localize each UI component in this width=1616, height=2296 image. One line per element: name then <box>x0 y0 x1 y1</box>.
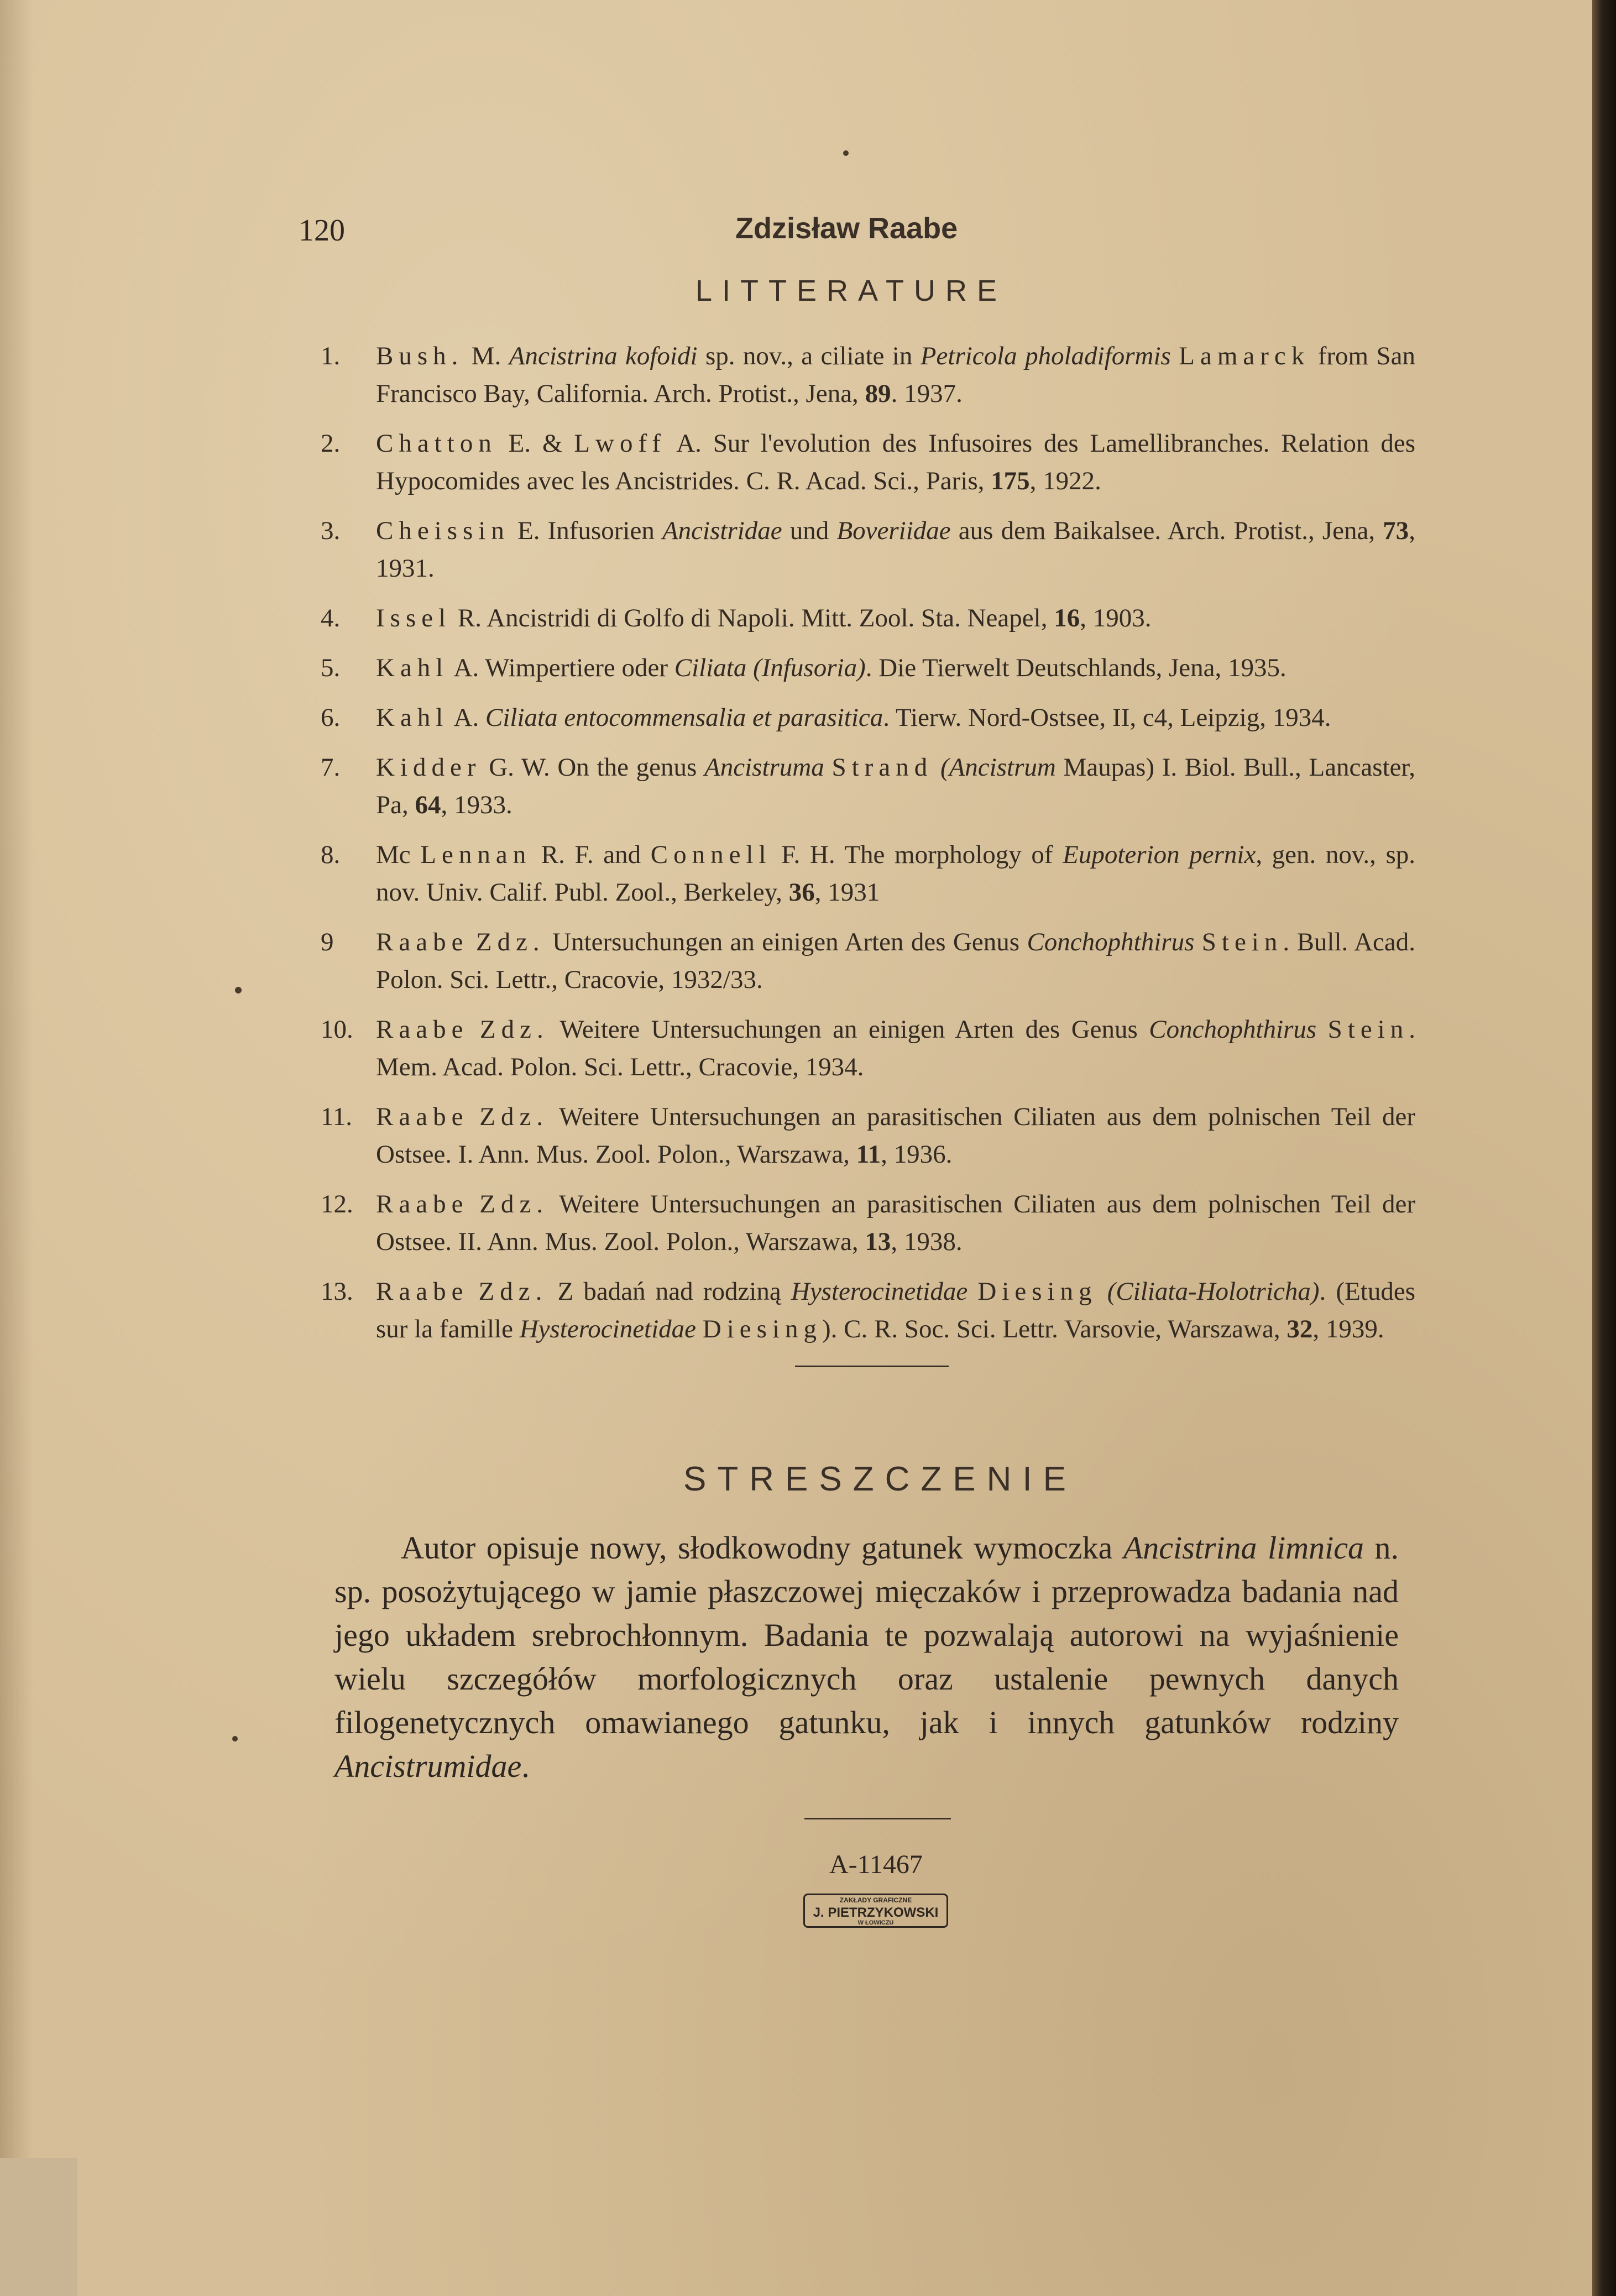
volume-number: 64 <box>415 791 441 819</box>
text-run: . Bull. Acad. Polon. Sci. Lettr., Cracovie, 1932/33. <box>376 928 1416 994</box>
text-run: Untersuchungen an einigen Arten des Genus <box>545 928 1027 956</box>
spaced-name: Bush. <box>376 342 464 370</box>
reference-item <box>321 749 1415 824</box>
text-run: Z badań nad rodziną <box>547 1277 791 1306</box>
spaced-name: Raabe <box>376 1102 469 1131</box>
text-run: A. Wimpertiere oder <box>448 653 674 682</box>
text-run: Weitere Untersuchungen an parasitischen Ciliaten aus dem polnischen Teil der Ostsee. I. Ann. Mus. Zool. Polon., Warszawa, <box>376 1102 1416 1169</box>
text-run <box>1316 1015 1327 1044</box>
text-run: , 1933. <box>441 791 512 819</box>
summary-paragraph <box>334 1526 1399 1788</box>
spaced-name: Lamarck <box>1179 342 1310 370</box>
text-run: , 1931. <box>376 516 1416 583</box>
reference-number: 13. <box>321 1277 353 1306</box>
volume-number: 11 <box>856 1140 881 1169</box>
spaced-name: Zdz. <box>479 1190 549 1218</box>
text-run: M. <box>463 342 509 370</box>
reference-number: 5. <box>321 653 341 682</box>
italic-text: Petricola pholadiformis <box>920 342 1171 370</box>
spaced-name: Raabe <box>376 1015 469 1044</box>
text-run: F. H. The morphology of <box>771 840 1063 869</box>
spaced-name: Kidder <box>376 753 482 782</box>
reference-item <box>321 337 1415 412</box>
spaced-name: Kahl <box>376 653 449 682</box>
stamp-line-3: W ŁOWICZU <box>857 1920 894 1926</box>
reference-number: 4. <box>321 604 341 632</box>
text-run <box>967 1277 977 1306</box>
summary-heading: STRESZCZENIE <box>683 1460 1077 1498</box>
literature-heading: LITTERATURE <box>695 274 1007 307</box>
italic-text: (Ancistrum <box>940 753 1056 782</box>
italic-text: Hysterocinetidae <box>791 1277 968 1306</box>
volume-number: 16 <box>1054 604 1080 632</box>
italic-text: (Ciliata-Holotricha) <box>1107 1277 1320 1306</box>
spaced-name: Diesing <box>977 1277 1097 1306</box>
spaced-name: Kahl <box>376 703 449 732</box>
text-run: R. Ancistridi di Golfo di Napoli. Mitt. Zool. Sta. Neapel, <box>451 604 1054 632</box>
spaced-name: Connell <box>650 840 772 869</box>
spaced-name: Strand <box>831 753 933 782</box>
text-run: und <box>782 516 837 545</box>
text-run <box>468 1190 479 1218</box>
reference-item <box>321 1185 1415 1261</box>
reference-number: 11. <box>321 1102 353 1131</box>
text-run: Autor opisuje nowy, słodkowodny gatunek wymoczka <box>401 1530 1123 1566</box>
footer-divider <box>804 1818 951 1819</box>
text-run <box>933 753 940 782</box>
spaced-name: Zdz. <box>475 928 545 956</box>
reference-number: 1. <box>321 342 341 370</box>
text-run: sp. nov., a ciliate in <box>697 342 921 370</box>
text-run: G. W. On the genus <box>481 753 705 782</box>
text-run: . Tierw. Nord-Ostsee, II, c4, Leipzig, 1934. <box>883 703 1331 732</box>
reference-number: 9 <box>321 928 334 956</box>
reference-item <box>321 425 1415 500</box>
italic-text: Ciliata (Infusoria) <box>674 653 866 682</box>
speck <box>843 150 849 156</box>
reference-number: 12. <box>321 1190 353 1218</box>
spaced-name: Zdz. <box>479 1015 549 1044</box>
text-run: , 1938. <box>891 1227 963 1256</box>
text-run <box>696 1315 703 1343</box>
text-run: from San Francisco Bay, California. Arch. Protist., Jena, <box>376 342 1415 408</box>
italic-text: Ancistrumidae <box>334 1748 522 1784</box>
reference-item <box>321 1098 1415 1173</box>
reference-number: 8. <box>321 840 341 869</box>
text-run: . Die Tierwelt Deutschlands, Jena, 1935. <box>865 653 1286 682</box>
text-run: E. & <box>496 429 574 458</box>
italic-text: Ancistrina limnica <box>1123 1530 1364 1566</box>
italic-text: Conchophthirus <box>1149 1015 1317 1044</box>
text-run <box>1097 1277 1107 1306</box>
text-run: ). C. R. Soc. Sci. Lettr. Varsovie, Warszawa, <box>822 1315 1287 1343</box>
text-run: , 1903. <box>1080 604 1152 632</box>
reference-item <box>321 1011 1415 1086</box>
text-run <box>468 928 475 956</box>
volume-number: 73 <box>1383 516 1409 545</box>
text-run: , gen. nov., sp. nov. Univ. Calif. Publ. Zool., Berkeley, <box>376 840 1415 907</box>
reference-item <box>321 923 1415 998</box>
spaced-name: Raabe <box>376 928 469 956</box>
text-run: A. Sur l'evolution des Infusoires des Lamellibranches. Relation des Hypocomides avec les Ancistrides. C. R. Acad. Sci., Paris, <box>376 429 1415 495</box>
volume-number: 13 <box>865 1227 891 1256</box>
text-run: . <box>521 1748 530 1784</box>
reference-number: 6. <box>321 703 341 732</box>
section-divider <box>795 1366 949 1367</box>
text-run: . (Etudes sur la famille <box>376 1277 1416 1343</box>
italic-text: Ancistridae <box>662 516 782 545</box>
reference-number: 10. <box>321 1015 353 1044</box>
text-run: A. <box>448 703 485 732</box>
text-run: n. sp. posożytującego w jamie płaszczowej mięczaków i przeprowadza badania nad jego układem srebrochłonnym. Badania te pozwalają autorowi na wyjaśnienie wielu szczegółów morfologicznych oraz ustalenie pewnych danych filogenetycznych omawianego gatunku, jak i innych gatunków rodziny <box>334 1530 1399 1740</box>
spaced-name: Diesing <box>702 1315 823 1343</box>
italic-text: Ciliata entocommensalia et parasitica <box>485 703 883 732</box>
spaced-name: Lennan <box>420 840 532 869</box>
text-run: . Mem. Acad. Polon. Sci. Lettr., Cracovie, 1934. <box>376 1015 1416 1081</box>
italic-text: Ancistrina kofoidi <box>509 342 698 370</box>
text-run: Mc <box>376 840 421 869</box>
page-corner-patch <box>0 2158 77 2296</box>
spaced-name: Lwoff <box>574 429 666 458</box>
text-run: Weitere Untersuchungen an einigen Arten des Genus <box>548 1015 1149 1044</box>
text-run: aus dem Baikalsee. Arch. Protist., Jena, <box>950 516 1383 545</box>
text-run: E. Infusorien <box>509 516 662 545</box>
spaced-name: Raabe <box>376 1277 469 1306</box>
spaced-name: Issel <box>376 604 452 632</box>
text-run <box>824 753 832 782</box>
speck <box>232 1736 238 1741</box>
reference-item <box>321 649 1415 687</box>
text-run <box>1171 342 1179 370</box>
spaced-name: Chatton <box>376 429 497 458</box>
italic-text: Boveriidae <box>836 516 951 545</box>
reference-item <box>321 836 1415 911</box>
text-run: , 1936. <box>881 1140 953 1169</box>
text-run: , 1939. <box>1312 1315 1384 1343</box>
reference-list <box>321 337 1415 1360</box>
stamp-line-1: ZAKŁADY GRAFICZNE <box>839 1896 912 1904</box>
reference-number: 2. <box>321 429 341 458</box>
reference-item <box>321 599 1415 637</box>
reference-item <box>321 512 1415 587</box>
text-run <box>468 1102 479 1131</box>
text-run: . 1937. <box>891 379 963 408</box>
text-run <box>468 1015 479 1044</box>
text-run: Maupas) I. Biol. Bull., Lancaster, Pa, <box>376 753 1416 819</box>
volume-number: 32 <box>1286 1315 1313 1343</box>
running-head: Zdzisław Raabe <box>735 212 958 245</box>
reference-number: 7. <box>321 753 341 782</box>
spaced-name: Zdz. <box>478 1277 548 1306</box>
text-run: Weitere Untersuchungen an parasitischen Ciliaten aus dem polnischen Teil der Ostsee. II. Ann. Mus. Zool. Polon., Warszawa, <box>376 1190 1416 1256</box>
italic-text: Conchophthirus <box>1027 928 1195 956</box>
reference-item <box>321 1273 1415 1348</box>
spaced-name: Zdz. <box>479 1102 549 1131</box>
printer-stamp <box>803 1894 948 1928</box>
spaced-name: Cheissin <box>376 516 510 545</box>
italic-text: Ancistruma <box>704 753 824 782</box>
text-run <box>468 1277 478 1306</box>
speck <box>235 987 242 993</box>
text-run: , 1922. <box>1029 467 1101 495</box>
volume-number: 36 <box>788 878 815 907</box>
reference-item <box>321 699 1415 736</box>
italic-text: Hysterocinetidae <box>519 1315 697 1343</box>
volume-number: 89 <box>865 379 891 408</box>
binding-edge <box>1592 0 1616 2296</box>
reference-number: 3. <box>321 516 341 545</box>
text-run: , 1931 <box>814 878 880 907</box>
spaced-name: Raabe <box>376 1190 469 1218</box>
text-run: R. F. and <box>531 840 651 869</box>
stamp-line-2: J. PIETRZYKOWSKI <box>813 1905 939 1920</box>
text-run <box>1194 928 1201 956</box>
spaced-name: Stein <box>1327 1015 1409 1044</box>
print-code: A-11467 <box>829 1850 923 1879</box>
italic-text: Eupoterion pernix <box>1063 840 1256 869</box>
page-number: 120 <box>299 213 345 248</box>
volume-number: 175 <box>991 467 1030 495</box>
spaced-name: Stein <box>1201 928 1283 956</box>
